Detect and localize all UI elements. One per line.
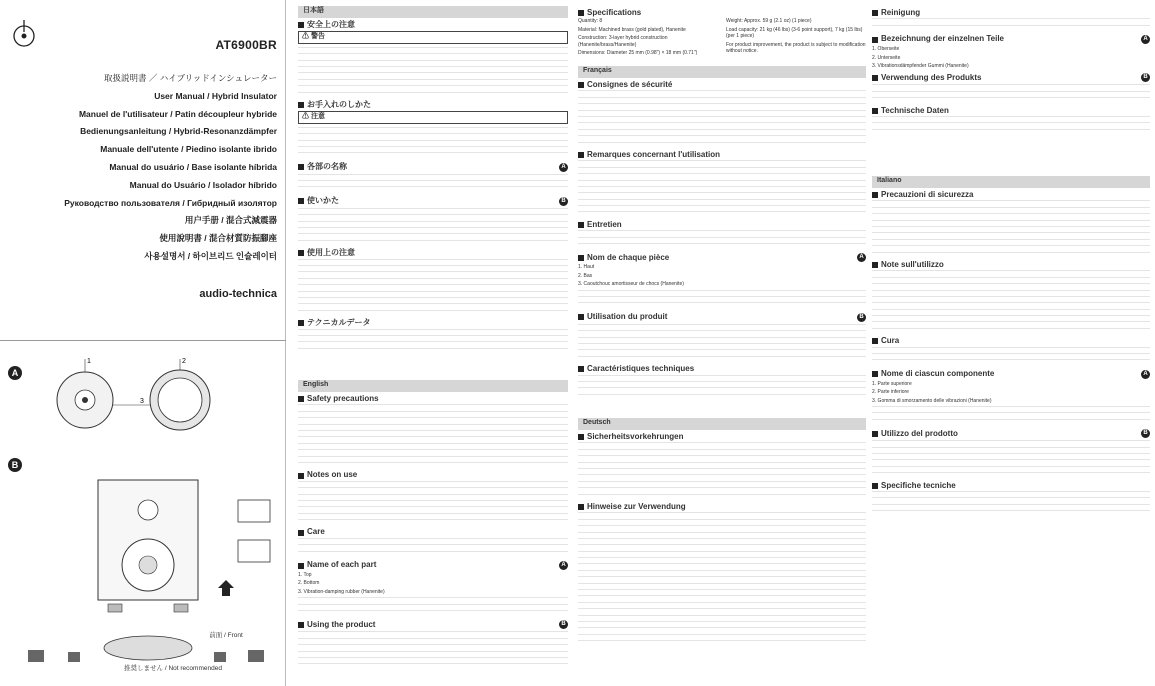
italian-body	[872, 192, 1150, 517]
callout-3: 3	[140, 398, 144, 405]
section-heading	[578, 313, 866, 322]
french-section	[578, 66, 866, 416]
german-body	[578, 434, 866, 647]
section-title: 安全上の注意	[307, 20, 355, 29]
section-title: Bezeichnung der einzelnen Teile	[881, 34, 1004, 44]
text-line	[872, 510, 1150, 516]
audio-technica-logo-icon	[12, 18, 36, 50]
spec-line: For product improvement, the product is subject to modification without notice.	[726, 41, 866, 55]
part-item: 3. Vibrationsdämpfender Gummi (Hanenite)	[872, 63, 969, 69]
section-title: Note sull'utilizzo	[881, 259, 944, 269]
model-number: AT6900BR	[215, 38, 277, 52]
text-line	[872, 252, 1150, 258]
german-continued-section	[872, 6, 1150, 172]
manual-title-2: Manuel de l'utilisateur / Patin découpleur hybride	[78, 108, 277, 119]
section-title: Care	[307, 527, 325, 537]
section-heading	[298, 396, 568, 402]
text-line	[298, 240, 568, 246]
section-heading	[872, 429, 1150, 438]
section-heading	[298, 320, 568, 326]
section-title: Precauzioni di sicurezza	[881, 190, 974, 199]
part-item: 1. Parte superiore	[872, 380, 912, 387]
text-line	[298, 551, 568, 557]
cover-divider	[0, 340, 286, 341]
text-line	[578, 640, 866, 646]
section-title: 使いかた	[307, 196, 339, 206]
section-heading	[872, 259, 1150, 269]
text-line	[872, 129, 1150, 135]
section-title: Utilizzo del prodotto	[881, 428, 958, 438]
manual-title-10: 사용설명서 / 하이브리드 인슐레이터	[144, 250, 277, 261]
section-title: Hinweise zur Verwendung	[587, 501, 686, 511]
callout-2: 2	[182, 358, 186, 365]
specifications-lines	[578, 18, 866, 57]
japanese-section	[298, 6, 568, 370]
manual-title-3: Bedienungsanleitung / Hybrid-Resonanzdämpfer	[80, 126, 277, 137]
part-item: 3. Caoutchouc amortisseur de chocs (Hanenite)	[578, 281, 684, 288]
figure-reference-icon: A	[1141, 35, 1150, 44]
section-heading	[578, 149, 866, 159]
text-line	[298, 348, 568, 354]
section-title: 使用上の注意	[307, 248, 355, 258]
section-title: 各部の名称	[307, 162, 347, 171]
section-title: Technische Daten	[881, 105, 949, 115]
cover-panel	[0, 0, 286, 686]
section-heading	[298, 197, 568, 206]
text-line	[578, 211, 866, 217]
section-title: Utilisation du produit	[587, 312, 668, 322]
manual-title-8: 用户手册 / 混合式減震器	[184, 215, 277, 226]
english-body	[298, 396, 568, 670]
part-item: 1. Top	[298, 572, 312, 579]
spec-line: Material: Machined brass (gold plated), Hanenite	[578, 26, 686, 33]
section-title: Caractéristiques techniques	[587, 364, 695, 374]
spec-line: Dimensions: Diameter 25 mm (0.98") × 18 mm (0.71")	[578, 50, 698, 57]
section-heading	[872, 73, 1150, 82]
manual-titles	[7, 70, 277, 266]
part-item: 2. Bas	[578, 272, 593, 279]
section-heading	[578, 366, 866, 372]
text-line	[298, 462, 568, 468]
spec-line: Quantity: 8	[578, 18, 603, 25]
section-heading	[298, 163, 568, 172]
french-header: Français	[578, 66, 866, 78]
text-line	[872, 472, 1150, 478]
spec-line: Construction: 3-layer hybrid construction (Hanenite/brass/Hanenite)	[578, 35, 668, 48]
spec-line: Weight: Approx. 59 g (2.1 oz) (1 piece)	[726, 18, 812, 25]
manual-title-9: 使用說明書 / 混合材質防振腳座	[159, 233, 277, 244]
section-title: Cura	[881, 336, 900, 346]
section-heading	[298, 529, 568, 535]
section-title: Consignes de sécurité	[587, 80, 673, 89]
figure-reference-icon: B	[1141, 429, 1150, 438]
section-heading	[578, 219, 866, 229]
manual-title-7: Руководство пользователя / Гибридный изолятор	[64, 197, 277, 208]
text-line	[298, 663, 568, 669]
figure-reference-icon: B	[559, 197, 568, 206]
text-line	[578, 302, 866, 308]
text-line	[298, 519, 568, 525]
section-heading	[872, 480, 1150, 490]
figure-reference-icon: A	[559, 163, 568, 172]
text-line	[578, 394, 866, 400]
section-heading	[298, 620, 568, 629]
german-section	[578, 418, 866, 684]
section-heading	[578, 501, 866, 511]
italian-header: Italiano	[872, 176, 1150, 188]
section-title: Nom de chaque pièce	[587, 252, 670, 262]
section-title: Using the product	[307, 619, 376, 629]
section-title: Notes on use	[307, 470, 358, 480]
section-heading	[872, 10, 1150, 16]
section-title: Specifiche tecniche	[881, 480, 956, 490]
section-heading	[298, 99, 568, 109]
text-line	[872, 419, 1150, 425]
figure-reference-icon: A	[559, 561, 568, 570]
figure-reference-icon: B	[1141, 73, 1150, 82]
section-heading	[872, 35, 1150, 44]
section-title: Name of each part	[307, 560, 377, 570]
section-heading	[298, 561, 568, 570]
text-line	[578, 356, 866, 362]
text-line	[578, 243, 866, 249]
section-title: Nome di ciascun componente	[881, 369, 995, 379]
section-heading	[298, 22, 568, 28]
section-heading	[872, 105, 1150, 115]
text-line	[298, 610, 568, 616]
text-line	[298, 310, 568, 316]
section-title: Verwendung des Produkts	[881, 72, 982, 82]
german-header: Deutsch	[578, 418, 866, 430]
french-body	[578, 82, 866, 400]
figure-a-parts-diagram	[40, 355, 240, 445]
spec-line: Load capacity: 21 kg (46 lbs) (3-6 point support), 7 kg (15 lbs) (per 1 piece)	[726, 26, 863, 40]
section-title: お手入れのしかた	[307, 99, 371, 109]
figure-reference-icon: A	[857, 253, 866, 262]
part-item: 3. Vibration-damping rubber (Hanenite)	[298, 588, 385, 595]
german-continued-body	[872, 10, 1150, 135]
section-heading	[872, 192, 1150, 198]
manual-title-4: Manuale dell'utente / Piedino isolante ibrido	[100, 144, 277, 155]
manual-title-0: 取扱説明書 ／ ハイブリッドインシュレーター	[104, 73, 277, 83]
manual-title-6: Manual do Usuário / Isolador híbrido	[129, 179, 277, 190]
figure-b-label: B	[8, 458, 22, 472]
text-line	[872, 359, 1150, 365]
section-title: Entretien	[587, 219, 622, 229]
section-title: Safety precautions	[307, 394, 379, 403]
caption-not-recommended: 推奨しません / Not recommended	[124, 665, 222, 672]
section-title: テクニカルデータ	[307, 318, 371, 328]
japanese-header: 日本語	[298, 6, 568, 18]
manual-title-5: Manual do usuário / Base isolante híbrida	[109, 161, 277, 172]
text-line	[872, 97, 1150, 103]
part-item: 3. Gomma di smorzamento delle vibrazioni (Hanenite)	[872, 397, 992, 404]
figure-reference-icon: B	[857, 313, 866, 322]
text-line	[872, 328, 1150, 334]
text-line	[298, 92, 568, 98]
section-heading	[298, 472, 568, 478]
part-item: 1. Haut	[578, 264, 595, 271]
specifications-section	[578, 6, 866, 66]
english-section	[298, 380, 568, 680]
warning-box	[298, 111, 568, 123]
figure-reference-icon: A	[1141, 370, 1150, 379]
section-heading	[578, 253, 866, 262]
english-header: English	[298, 380, 568, 392]
warning-triangle-icon: ⚠ 注意	[302, 113, 325, 121]
section-heading	[578, 434, 866, 440]
japanese-body	[298, 22, 568, 354]
caption-front: 前面 / Front	[209, 632, 243, 639]
warning-box	[298, 31, 568, 43]
text-line	[578, 494, 866, 500]
figure-reference-icon: B	[559, 620, 568, 629]
text-line	[298, 186, 568, 192]
section-heading	[872, 338, 1150, 344]
callout-1: 1	[87, 358, 91, 365]
figure-b-usage-diagram	[8, 470, 278, 680]
section-heading	[578, 82, 866, 88]
part-item: 2. Bottom	[298, 580, 320, 587]
text-line	[578, 142, 866, 148]
section-heading	[298, 250, 568, 256]
part-item: 2. Parte inferiore	[872, 389, 909, 396]
section-title: Sicherheitsvorkehrungen	[587, 432, 684, 441]
brand-wordmark: audio-technica	[199, 288, 277, 300]
specifications-heading: Specifications	[578, 10, 866, 16]
section-title: Remarques concernant l'utilisation	[587, 149, 721, 159]
part-item: 1. Oberseite	[872, 46, 900, 53]
part-item: 2. Unterseite	[872, 54, 901, 61]
text-line	[872, 25, 1150, 31]
section-title: Reinigung	[881, 8, 921, 17]
section-heading	[872, 370, 1150, 379]
italian-section	[872, 176, 1150, 682]
text-line	[298, 152, 568, 158]
warning-triangle-icon: ⚠ 警告	[302, 33, 325, 41]
figure-a-label: A	[8, 366, 22, 380]
manual-title-1: User Manual / Hybrid Insulator	[154, 90, 277, 101]
